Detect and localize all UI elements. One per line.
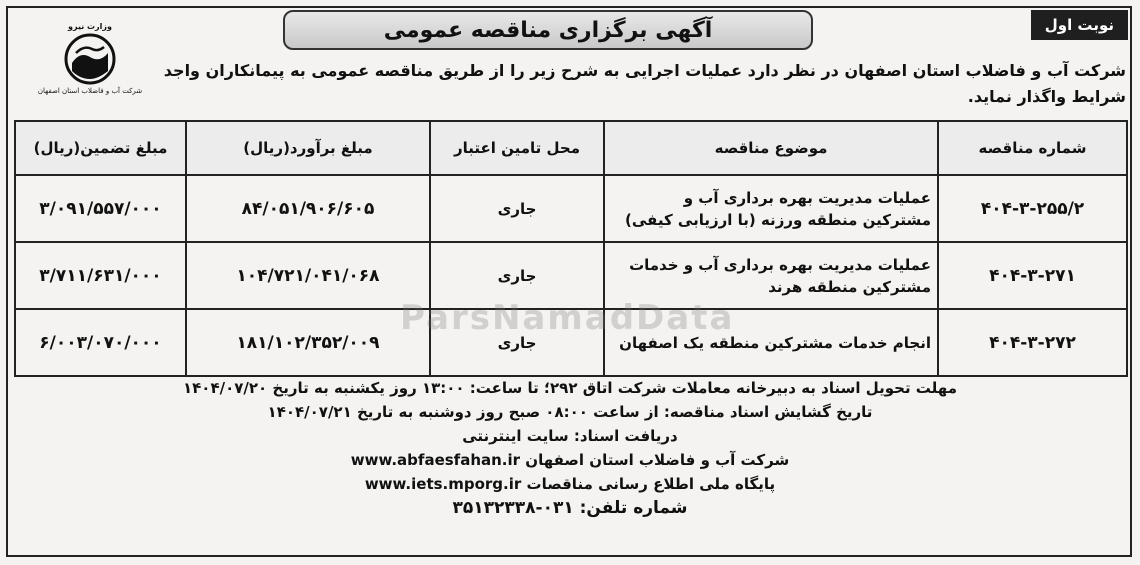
tender-funding: جاری	[430, 242, 604, 309]
header-number: شماره مناقصه	[938, 121, 1127, 175]
logo-company-text: شرکت آب و فاضلاب استان اصفهان	[37, 87, 143, 95]
table-row	[15, 242, 1127, 309]
receive-line: دریافت اسناد: سایت اینترنتی	[462, 427, 678, 445]
round-badge: نوبت اول	[1031, 10, 1128, 40]
tender-guarantee: ۶/۰۰۳/۰۷۰/۰۰۰	[15, 309, 186, 376]
tender-subject: عملیات مدیریت بهره برداری آب و مشترکین منطقه ورزنه (با ارزیابی کیفی)	[604, 175, 938, 242]
company-logo	[30, 22, 150, 114]
opening-line: تاریخ گشایش اسناد مناقصه: از ساعت ۰۸:۰۰ صبح روز دوشنبه به تاریخ ۱۴۰۴/۰۷/۲۱	[267, 403, 873, 421]
tenders-table	[14, 120, 1128, 377]
tender-funding: جاری	[430, 175, 604, 242]
header-guarantee: مبلغ تضمین(ریال)	[15, 121, 186, 175]
tender-estimate: ۸۴/۰۵۱/۹۰۶/۶۰۵	[186, 175, 430, 242]
tender-estimate: ۱۰۴/۷۲۱/۰۴۱/۰۶۸	[186, 242, 430, 309]
tender-number: ۴۰۴-۳-۲۷۱	[938, 242, 1127, 309]
notice-footer	[14, 376, 1126, 520]
tender-number: ۴۰۴-۳-۲۵۵/۲	[938, 175, 1127, 242]
deadline-line: مهلت تحویل اسناد به دبیرخانه معاملات شرکت اتاق ۲۹۲؛ تا ساعت: ۱۳:۰۰ روز یکشنبه به تاریخ ۱۴۰۴/۰۷/۲۰	[183, 379, 957, 397]
tender-funding: جاری	[430, 309, 604, 376]
table-header-row	[15, 121, 1127, 175]
website-line-1: شرکت آب و فاضلاب استان اصفهان www.abfaesfahan.ir	[350, 451, 790, 469]
intro-paragraph: شرکت آب و فاضلاب استان اصفهان در نظر دارد عملیات اجرایی به شرح زیر را از طریق مناقصه عمومی به پیمانکاران واجد شرایط واگذار نماید.	[163, 61, 1126, 106]
tender-number: ۴۰۴-۳-۲۷۲	[938, 309, 1127, 376]
tender-subject: انجام خدمات مشترکین منطقه یک اصفهان	[604, 309, 938, 376]
tender-subject: عملیات مدیریت بهره برداری آب و خدمات مشترکین منطقه هرند	[604, 242, 938, 309]
tender-guarantee: ۳/۰۹۱/۵۵۷/۰۰۰	[15, 175, 186, 242]
water-drop-icon	[58, 33, 122, 85]
table-row	[15, 175, 1127, 242]
notice-title: آگهی برگزاری مناقصه عمومی	[283, 10, 813, 50]
header-funding: محل تامین اعتبار	[430, 121, 604, 175]
header-estimate: مبلغ برآورد(ریال)	[186, 121, 430, 175]
table-row	[15, 309, 1127, 376]
watermark-text: ParsNamadData	[400, 298, 735, 338]
website-line-2: پایگاه ملی اطلاع رسانی مناقصات www.iets.mporg.ir	[364, 475, 776, 493]
tender-guarantee: ۳/۷۱۱/۶۳۱/۰۰۰	[15, 242, 186, 309]
tender-estimate: ۱۸۱/۱۰۲/۳۵۲/۰۰۹	[186, 309, 430, 376]
phone-line: شماره تلفن: ۰۳۱-۳۵۱۳۲۳۳۸	[452, 498, 688, 518]
header-subject: موضوع مناقصه	[604, 121, 938, 175]
logo-ministry-text: وزارت نیرو	[68, 22, 112, 31]
